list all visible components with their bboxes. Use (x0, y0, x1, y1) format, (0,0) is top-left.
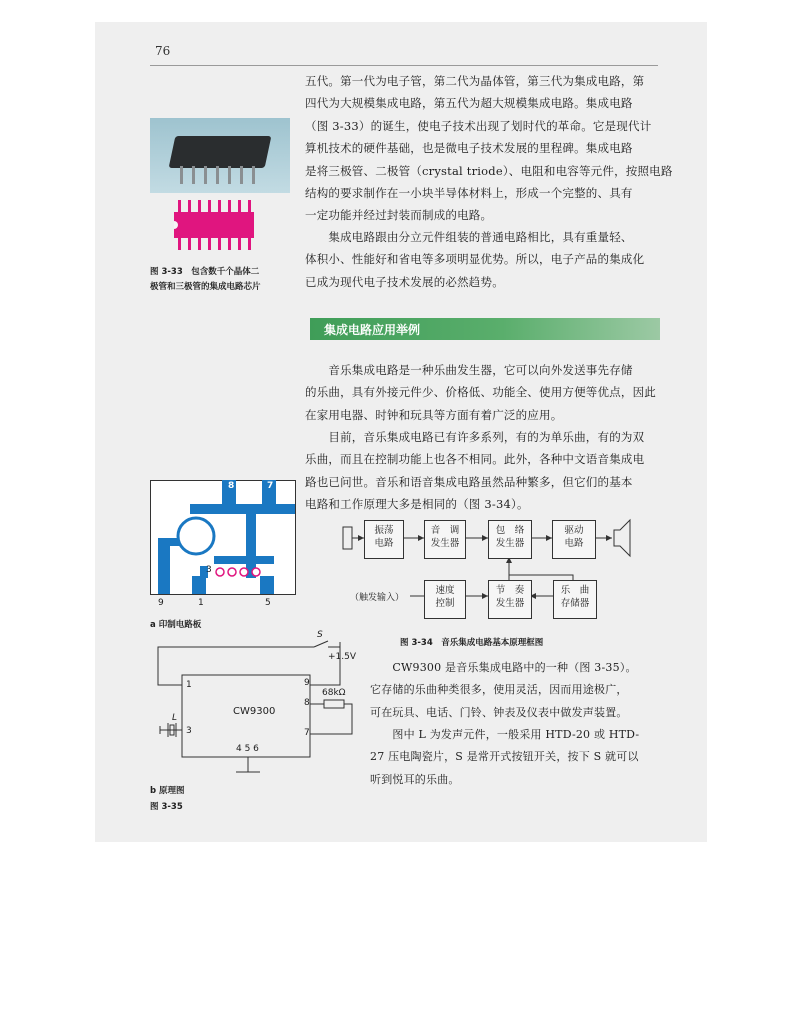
header-rule (150, 65, 658, 66)
figure-3-35a-caption: a 印制电路板 (150, 620, 202, 630)
paragraph-5: CW9300 是音乐集成电路中的一种（图 3-35）。 它存储的乐曲种类很多，使用灵活，因而用途极广， 可在玩具、电话、门铃、钟表及仪表中做发声装置。 (370, 661, 637, 719)
figure-3-35-caption: 图 3-35 (150, 802, 183, 812)
printed-circuit-board (150, 480, 300, 596)
schematic-pin-8: 8 (304, 698, 310, 708)
ic-chip-photo (150, 118, 290, 193)
pcb-pin-7: 7 (267, 481, 274, 491)
schematic-pin-3: 3 (186, 726, 192, 736)
schematic-pin-9: 9 (304, 678, 310, 688)
voltage-label: +1.5V (328, 652, 357, 662)
schematic-pin-7: 7 (304, 728, 310, 738)
chip-label: CW9300 (233, 706, 276, 717)
resistor-label: 68kΩ (322, 688, 346, 698)
block-envelope-generator: 包 络 发生器 (488, 520, 532, 559)
figure-3-34-caption: 图 3-34 音乐集成电路基本原理框图 (400, 638, 544, 648)
pcb-pin-1: 1 (198, 598, 204, 608)
paragraph-1: 五代。第一代为电子管，第二代为晶体管，第三代为集成电路，第 四代为大规模集成电路，第五代为超大规模集成电路。集成电路 （图 3-33）的诞生，使电子技术出现了划时代的革命。它是现代计 算机技术的硬件基础，也是微电子技术发展的里程碑。集成电路 是将三极管、二极管（crystal triode）、电阻和电容等元件，按照电路 结构的要求制作在一小块半导体材料上，形成一个完整的、具有 一定功能并经过封装而制成的电路。 (305, 74, 673, 223)
pcb-pin-3: 3 (206, 565, 212, 575)
schematic-diagram (140, 630, 360, 780)
page-number: 76 (155, 44, 171, 58)
paragraph-4: 目前，音乐集成电路已有许多系列，有的为单乐曲，有的为双 乐曲，而且在控制功能上也各不相同。此外，各种中文语音集成电 路也已问世。音乐和语音集成电路虽然品种繁多，但它们的基本 电路和工作原理大多是相同的（图 3-34）。 (305, 430, 645, 512)
block-driver: 驱动 电路 (552, 520, 596, 559)
paragraph-6: 图中 L 为发声元件，一般采用 HTD-20 或 HTD- 27 压电陶瓷片，S 是常开式按钮开关，按下 S 就可以 听到悦耳的乐曲。 (370, 728, 640, 786)
paragraph-3: 音乐集成电路是一种乐曲发生器，它可以向外发送事先存储 的乐曲，具有外接元件少、价格低、功能全、使用方便等优点，因此 在家用电器、时钟和玩具等方面有着广泛的应用。 (305, 363, 656, 422)
block-oscillator: 振荡 电路 (364, 520, 404, 559)
figure-3-35b-caption: b 原理图 (150, 786, 185, 796)
block-tone-generator: 音 调 发生器 (424, 520, 466, 559)
chip-body (169, 136, 272, 168)
block-speed-control: 速度 控制 (424, 580, 466, 619)
block-rhythm-generator: 节 奏 发生器 (488, 580, 532, 619)
trigger-input-label: （触发输入） (350, 593, 405, 603)
paragraph-2: 集成电路跟由分立元件组装的普通电路相比，具有重量轻、 体积小、性能好和省电等多项明显优势。所以，电子产品的集成化 已成为现代电子技术发展的必然趋势。 (305, 230, 645, 289)
section-title: 集成电路应用举例 (324, 323, 421, 337)
figure-3-33-caption: 图 3-33 包含数千个晶体二 极管和三极管的集成电路芯片 (150, 267, 261, 292)
block-melody-memory: 乐 曲 存储器 (553, 580, 597, 619)
pcb-pin-9: 9 (158, 598, 164, 608)
schematic-pins-456: 4 5 6 (236, 744, 259, 754)
section-heading-bar (310, 318, 660, 340)
schematic-pin-1: 1 (186, 680, 192, 690)
inductor-label: L (172, 713, 178, 723)
pcb-pin-8: 8 (228, 481, 235, 491)
dip-chip-illustration (172, 200, 262, 262)
pcb-pin-5: 5 (265, 598, 271, 608)
switch-label: S (317, 630, 323, 640)
